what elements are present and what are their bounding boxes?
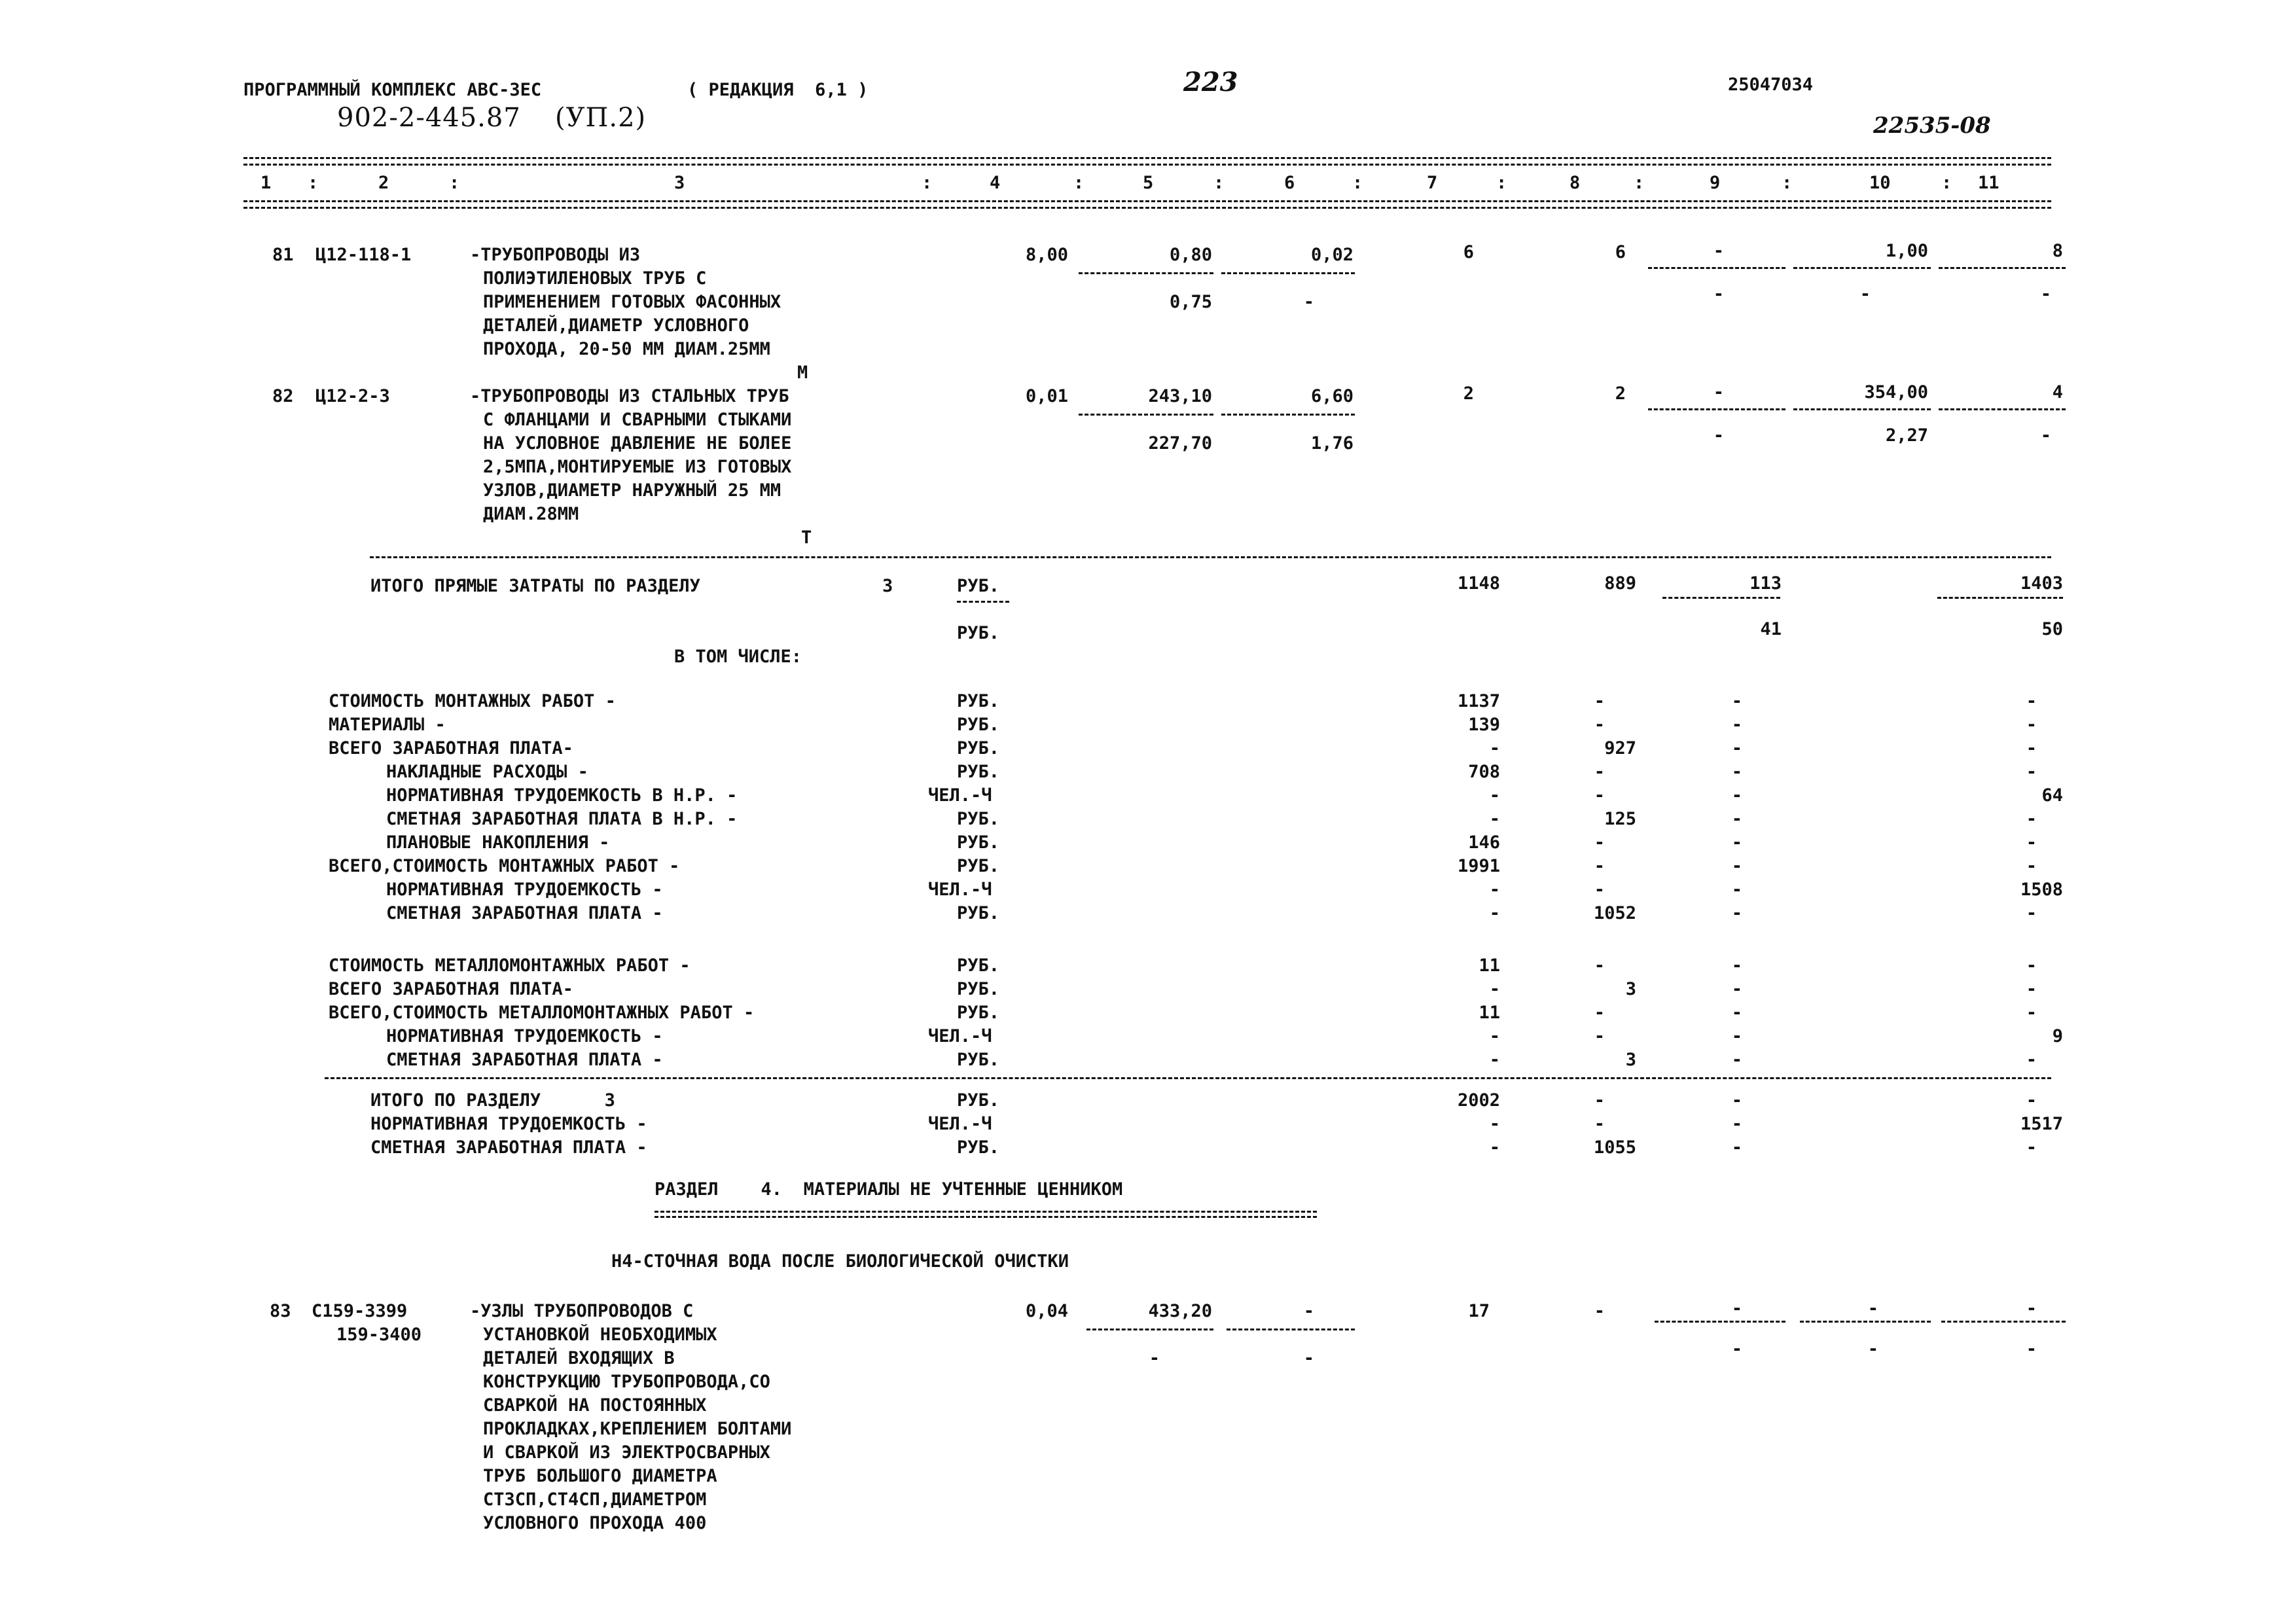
breakdown-col8: - [1594, 715, 1605, 735]
item-col5-rule [1086, 1329, 1213, 1330]
item-number: 81 [272, 245, 294, 265]
item-description-line: УСТАНОВКОЙ НЕОБХОДИМЫХ [483, 1325, 717, 1345]
breakdown-col11: - [2026, 1003, 2037, 1023]
breakdown-col9: - [1731, 785, 1742, 806]
item-col6-top: - [1303, 1301, 1314, 1321]
album-code: (УП.2) [555, 103, 647, 133]
section-total-col11: - [2026, 1090, 2037, 1111]
column-separator: : [1073, 173, 1085, 193]
column-header-9: 9 [1710, 173, 1721, 193]
section-total-col8: 1055 [1593, 1137, 1636, 1158]
item-col5-bottom: - [1149, 1348, 1160, 1368]
item-col6-top: 6,60 [1310, 386, 1354, 406]
table-top-rule-2 [243, 164, 2051, 166]
item-number: 83 [270, 1301, 291, 1321]
item-col11-bottom: - [2040, 284, 2051, 304]
breakdown-col11: - [2026, 809, 2037, 829]
section-total-col8: - [1594, 1090, 1605, 1111]
total-col9-top: 113 [1749, 573, 1782, 594]
page-number: 223 [1183, 67, 1238, 98]
breakdown-label: ВСЕГО,СТОИМОСТЬ МОНТАЖНЫХ РАБОТ - [329, 856, 680, 876]
breakdown-label: СТОИМОСТЬ МОНТАЖНЫХ РАБОТ - [329, 691, 616, 711]
total-col11-top: 1403 [2020, 573, 2063, 594]
item-col8: - [1594, 1301, 1605, 1321]
item-col11-bottom: - [2026, 1339, 2037, 1359]
breakdown-col8: - [1594, 1026, 1605, 1046]
item-col6-rule [1221, 414, 1355, 416]
breakdown-col7: - [1489, 903, 1500, 923]
item-col5-top: 0,80 [1169, 245, 1212, 265]
section-total-col7: - [1489, 1114, 1500, 1134]
breakdown-unit: РУБ. [957, 1050, 1000, 1070]
item-col5-bottom: 227,70 [1148, 433, 1212, 454]
total-col11-bottom: 50 [2041, 619, 2063, 639]
item-col9-top: - [1713, 241, 1724, 261]
section-total-col9: - [1731, 1114, 1742, 1134]
sheet-code: 22535-08 [1873, 113, 1991, 139]
breakdown-col11: - [2026, 715, 2037, 735]
breakdown-label: ПЛАНОВЫЕ НАКОПЛЕНИЯ - [386, 832, 610, 853]
item-description-line: КОНСТРУКЦИЮ ТРУБОПРОВОДА,СО [483, 1372, 770, 1392]
item-col11-rule [1939, 267, 2066, 269]
breakdown-col8: 3 [1625, 979, 1636, 999]
item-col11-rule [1941, 1321, 2066, 1323]
column-header-11: 11 [1978, 173, 2000, 193]
item-col9-rule [1648, 267, 1785, 269]
program-name: ПРОГРАММНЫЙ КОМПЛЕКС АВС-3ЕС [243, 80, 542, 100]
breakdown-label: ВСЕГО,СТОИМОСТЬ МЕТАЛЛОМОНТАЖНЫХ РАБОТ - [329, 1003, 755, 1023]
breakdown-col9: - [1731, 832, 1742, 853]
breakdown-label: НОРМАТИВНАЯ ТРУДОЕМКОСТЬ В Н.Р. - [386, 785, 738, 806]
breakdown-col7: 11 [1479, 1003, 1500, 1023]
item-col11-bottom: - [2040, 425, 2051, 446]
item-col10-bottom: - [1859, 284, 1871, 304]
breakdown-unit: РУБ. [957, 856, 1000, 876]
item-col10-rule [1793, 408, 1931, 410]
item-col10-rule [1793, 267, 1931, 269]
column-separator: : [1634, 173, 1645, 193]
column-header-rule [243, 200, 2051, 202]
breakdown-unit: РУБ. [957, 762, 1000, 782]
item-col9-rule [1648, 408, 1785, 410]
breakdown-unit: РУБ. [957, 738, 1000, 758]
column-separator: : [1352, 173, 1363, 193]
item-quantity: 0,04 [1025, 1301, 1068, 1321]
breakdown-col8: 927 [1604, 738, 1636, 758]
total-col11-rule [1937, 597, 2063, 599]
breakdown-col9: - [1731, 738, 1742, 758]
column-separator: : [922, 173, 933, 193]
breakdown-label: НОРМАТИВНАЯ ТРУДОЕМКОСТЬ - [386, 1026, 663, 1046]
breakdown-unit: ЧЕЛ.-Ч [928, 880, 992, 900]
breakdown-col9: - [1731, 809, 1742, 829]
breakdown-col11: - [2026, 856, 2037, 876]
column-header-10: 10 [1869, 173, 1891, 193]
item-code-2: 159-3400 [336, 1325, 422, 1345]
item-description-line: УЗЛОВ,ДИАМЕТР НАРУЖНЫЙ 25 ММ [483, 480, 781, 501]
item-col6-bottom: - [1303, 1348, 1314, 1368]
item-col9-top: - [1713, 382, 1724, 402]
breakdown-col11: - [2026, 691, 2037, 711]
item-description-line: ДЕТАЛЕЙ ВХОДЯЩИХ В [483, 1348, 675, 1368]
item-col11-top: - [2026, 1298, 2037, 1319]
breakdown-unit: ЧЕЛ.-Ч [928, 785, 992, 806]
column-header-2: 2 [378, 173, 389, 193]
breakdown-col7: 1991 [1457, 856, 1500, 876]
item-col6-rule [1221, 272, 1355, 274]
item-col10-bottom: - [1867, 1339, 1878, 1359]
breakdown-col9: - [1731, 762, 1742, 782]
breakdown-col9: - [1731, 856, 1742, 876]
column-separator: : [1213, 173, 1225, 193]
breakdown-col11: - [2026, 738, 2037, 758]
item-quantity: 8,00 [1025, 245, 1068, 265]
section-total-col7: 2002 [1457, 1090, 1500, 1111]
item-col8: 6 [1615, 242, 1626, 262]
column-header-5: 5 [1143, 173, 1154, 193]
breakdown-col7: - [1489, 1050, 1500, 1070]
item-col10-bottom: 2,27 [1885, 425, 1928, 446]
column-header-4: 4 [990, 173, 1001, 193]
breakdown-col8: - [1594, 1003, 1605, 1023]
item-description-line: УСЛОВНОГО ПРОХОДА 400 [483, 1513, 707, 1533]
breakdown-col8: - [1594, 880, 1605, 900]
breakdown-col8: - [1594, 856, 1605, 876]
breakdown-col8: - [1594, 691, 1605, 711]
item-description-line: НА УСЛОВНОЕ ДАВЛЕНИЕ НЕ БОЛЕЕ [483, 433, 792, 454]
item-description-line: -УЗЛЫ ТРУБОПРОВОДОВ С [470, 1301, 694, 1321]
total-unit-rule [957, 601, 1009, 603]
section4-underline [655, 1211, 1317, 1213]
item-description-line: СВАРКОЙ НА ПОСТОЯННЫХ [483, 1395, 707, 1416]
column-separator: : [1496, 173, 1507, 193]
item-col5-rule [1079, 272, 1213, 274]
breakdown-label: ВСЕГО ЗАРАБОТНАЯ ПЛАТА- [329, 738, 573, 758]
item-description-line: СТЗСП,СТ4СП,ДИАМЕТРОМ [483, 1489, 707, 1510]
project-code: 902-2-445.87 [337, 103, 521, 133]
item-col7: 17 [1468, 1301, 1490, 1321]
breakdown-col8: 125 [1604, 809, 1636, 829]
breakdown-col7: 708 [1468, 762, 1500, 782]
section4-subtitle: Н4-СТОЧНАЯ ВОДА ПОСЛЕ БИОЛОГИЧЕСКОЙ ОЧИСТКИ [611, 1251, 1069, 1272]
item-description-line: -ТРУБОПРОВОДЫ ИЗ [470, 245, 641, 265]
item-col11-top: 8 [2052, 241, 2063, 261]
breakdown-col7: - [1489, 785, 1500, 806]
item-description-line: ДЕТАЛЕЙ,ДИАМЕТР УСЛОВНОГО [483, 315, 749, 336]
breakdown-unit: РУБ. [957, 715, 1000, 735]
breakdown-col11: 9 [2052, 1026, 2063, 1046]
item-description-line: -ТРУБОПРОВОДЫ ИЗ СТАЛЬНЫХ ТРУБ [470, 386, 789, 406]
breakdown-col8: - [1594, 785, 1605, 806]
breakdown-col7: - [1489, 1026, 1500, 1046]
section-total-rule [325, 1077, 2051, 1079]
item-col5-rule [1079, 414, 1213, 416]
breakdown-label: НОРМАТИВНАЯ ТРУДОЕМКОСТЬ - [386, 880, 663, 900]
breakdown-col9: - [1731, 715, 1742, 735]
column-separator: : [449, 173, 460, 193]
column-separator: : [1941, 173, 1952, 193]
breakdown-unit: РУБ. [957, 1003, 1000, 1023]
edition: ( РЕДАКЦИЯ 6,1 ) [687, 80, 869, 100]
breakdown-label: СМЕТНАЯ ЗАРАБОТНАЯ ПЛАТА - [386, 1050, 663, 1070]
breakdown-col11: - [2026, 762, 2037, 782]
breakdown-col9: - [1731, 1026, 1742, 1046]
breakdown-label: СМЕТНАЯ ЗАРАБОТНАЯ ПЛАТА В Н.Р. - [386, 809, 738, 829]
breakdown-unit: РУБ. [957, 979, 1000, 999]
breakdown-col7: 139 [1468, 715, 1500, 735]
breakdown-col11: - [2026, 903, 2037, 923]
item-quantity: 0,01 [1025, 386, 1068, 406]
item-col8: 2 [1615, 383, 1626, 404]
breakdown-col8: - [1594, 762, 1605, 782]
breakdown-col7: - [1489, 738, 1500, 758]
section4-title: РАЗДЕЛ 4. МАТЕРИАЛЫ НЕ УЧТЕННЫЕ ЦЕННИКОМ [655, 1179, 1123, 1200]
total-col7: 1148 [1457, 573, 1500, 594]
breakdown-label: СМЕТНАЯ ЗАРАБОТНАЯ ПЛАТА - [386, 903, 663, 923]
item-col7: 6 [1463, 242, 1474, 262]
item-col6-bottom: - [1303, 292, 1314, 312]
section-total-unit: РУБ. [957, 1137, 1000, 1158]
item-col5-top: 243,10 [1148, 386, 1212, 406]
item-description-line: ПРОХОДА, 20-50 ММ ДИАМ.25ММ [483, 339, 770, 359]
item-col10-top: 1,00 [1885, 241, 1928, 261]
item-col10-top: - [1867, 1298, 1878, 1319]
item-unit: Т [801, 527, 812, 548]
breakdown-col9: - [1731, 1003, 1742, 1023]
section-total-unit: ЧЕЛ.-Ч [928, 1114, 992, 1134]
column-header-7: 7 [1427, 173, 1438, 193]
doc-code: 25047034 [1728, 75, 1814, 95]
item-col5-bottom: 0,75 [1169, 292, 1212, 312]
item-col10-rule [1800, 1321, 1931, 1323]
column-header-8: 8 [1570, 173, 1581, 193]
section4-underline-2 [655, 1216, 1317, 1218]
breakdown-unit: ЧЕЛ.-Ч [928, 1026, 992, 1046]
total-col8: 889 [1604, 573, 1636, 594]
breakdown-col7: 1137 [1457, 691, 1500, 711]
section-total-label: СМЕТНАЯ ЗАРАБОТНАЯ ПЛАТА - [370, 1137, 647, 1158]
breakdown-unit: РУБ. [957, 955, 1000, 976]
breakdown-col8: - [1594, 832, 1605, 853]
breakdown-col7: - [1489, 880, 1500, 900]
breakdown-col11: 64 [2041, 785, 2063, 806]
breakdown-col7: - [1489, 979, 1500, 999]
column-separator: : [308, 173, 319, 193]
item-col9-bottom: - [1713, 425, 1724, 446]
item-description-line: 2,5МПА,МОНТИРУЕМЫЕ ИЗ ГОТОВЫХ [483, 457, 792, 477]
breakdown-col9: - [1731, 955, 1742, 976]
column-separator: : [1782, 173, 1793, 193]
breakdown-col8: - [1594, 955, 1605, 976]
section-total-col7: - [1489, 1137, 1500, 1158]
breakdown-col9: - [1731, 979, 1742, 999]
item-code: Ц12-118-1 [315, 245, 412, 265]
total-direct-costs-label: ИТОГО ПРЯМЫЕ ЗАТРАТЫ ПО РАЗДЕЛУ [370, 576, 700, 596]
total-col9-rule [1662, 597, 1780, 599]
item-col9-bottom: - [1731, 1339, 1742, 1359]
item-col11-top: 4 [2052, 382, 2063, 402]
item-description-line: ПРОКЛАДКАХ,КРЕПЛЕНИЕМ БОЛТАМИ [483, 1419, 792, 1439]
breakdown-col7: - [1489, 809, 1500, 829]
breakdown-col9: - [1731, 903, 1742, 923]
section-total-col9: - [1731, 1137, 1742, 1158]
column-header-rule-2 [243, 207, 2051, 209]
item-col11-rule [1939, 408, 2066, 410]
breakdown-col11: - [2026, 832, 2037, 853]
breakdown-col9: - [1731, 880, 1742, 900]
breakdown-col11: 1508 [2020, 880, 2063, 900]
item-col10-top: 354,00 [1864, 382, 1928, 402]
breakdown-col9: - [1731, 691, 1742, 711]
total-unit-2: РУБ. [957, 623, 1000, 643]
total-col9-bottom: 41 [1760, 619, 1782, 639]
item-code: С159-3399 [312, 1301, 408, 1321]
breakdown-unit: РУБ. [957, 903, 1000, 923]
breakdown-label: СТОИМОСТЬ МЕТАЛЛОМОНТАЖНЫХ РАБОТ - [329, 955, 691, 976]
breakdown-label: ВСЕГО ЗАРАБОТНАЯ ПЛАТА- [329, 979, 573, 999]
breakdown-col7: 11 [1479, 955, 1500, 976]
item-description-line: ПРИМЕНЕНИЕМ ГОТОВЫХ ФАСОННЫХ [483, 292, 781, 312]
total-unit: РУБ. [957, 576, 1000, 596]
item-description-line: ПОЛИЭТИЛЕНОВЫХ ТРУБ С [483, 268, 707, 289]
item-description-line: ДИАМ.28ММ [483, 504, 579, 524]
breakdown-label: НАКЛАДНЫЕ РАСХОДЫ - [386, 762, 588, 782]
item-col9-bottom: - [1713, 284, 1724, 304]
item-description-line: С ФЛАНЦАМИ И СВАРНЫМИ СТЫКАМИ [483, 410, 792, 430]
item-description-line: И СВАРКОЙ ИЗ ЭЛЕКТРОСВАРНЫХ [483, 1442, 770, 1463]
item-col9-top: - [1731, 1298, 1742, 1319]
total-section-number: 3 [882, 576, 893, 596]
item-col9-rule [1655, 1321, 1785, 1323]
totals-rule [370, 556, 2051, 558]
item-col7: 2 [1463, 383, 1474, 404]
breakdown-label: МАТЕРИАЛЫ - [329, 715, 446, 735]
section-total-label: НОРМАТИВНАЯ ТРУДОЕМКОСТЬ - [370, 1114, 647, 1134]
section-total-col8: - [1594, 1114, 1605, 1134]
item-col5-top: 433,20 [1148, 1301, 1212, 1321]
breakdown-unit: РУБ. [957, 809, 1000, 829]
breakdown-col7: 146 [1468, 832, 1500, 853]
item-description-line: ТРУБ БОЛЬШОГО ДИАМЕТРА [483, 1466, 717, 1486]
breakdown-col8: 1052 [1593, 903, 1636, 923]
breakdown-unit: РУБ. [957, 691, 1000, 711]
column-header-6: 6 [1284, 173, 1295, 193]
section-total-unit: РУБ. [957, 1090, 1000, 1111]
item-col6-bottom: 1,76 [1310, 433, 1354, 454]
including-label: В ТОМ ЧИСЛЕ: [674, 647, 802, 667]
breakdown-unit: РУБ. [957, 832, 1000, 853]
item-col6-top: 0,02 [1310, 245, 1354, 265]
section-total-label: ИТОГО ПО РАЗДЕЛУ 3 [370, 1090, 615, 1111]
section-total-col11: - [2026, 1137, 2037, 1158]
section-total-col11: 1517 [2020, 1114, 2063, 1134]
table-top-rule [243, 157, 2051, 159]
breakdown-col8: 3 [1625, 1050, 1636, 1070]
column-header-1: 1 [260, 173, 272, 193]
item-code: Ц12-2-3 [315, 386, 390, 406]
breakdown-col11: - [2026, 1050, 2037, 1070]
item-unit: М [797, 363, 808, 383]
breakdown-col11: - [2026, 955, 2037, 976]
item-col6-rule [1227, 1329, 1355, 1330]
item-number: 82 [272, 386, 294, 406]
column-header-3: 3 [674, 173, 685, 193]
breakdown-col9: - [1731, 1050, 1742, 1070]
section-total-col9: - [1731, 1090, 1742, 1111]
breakdown-col11: - [2026, 979, 2037, 999]
